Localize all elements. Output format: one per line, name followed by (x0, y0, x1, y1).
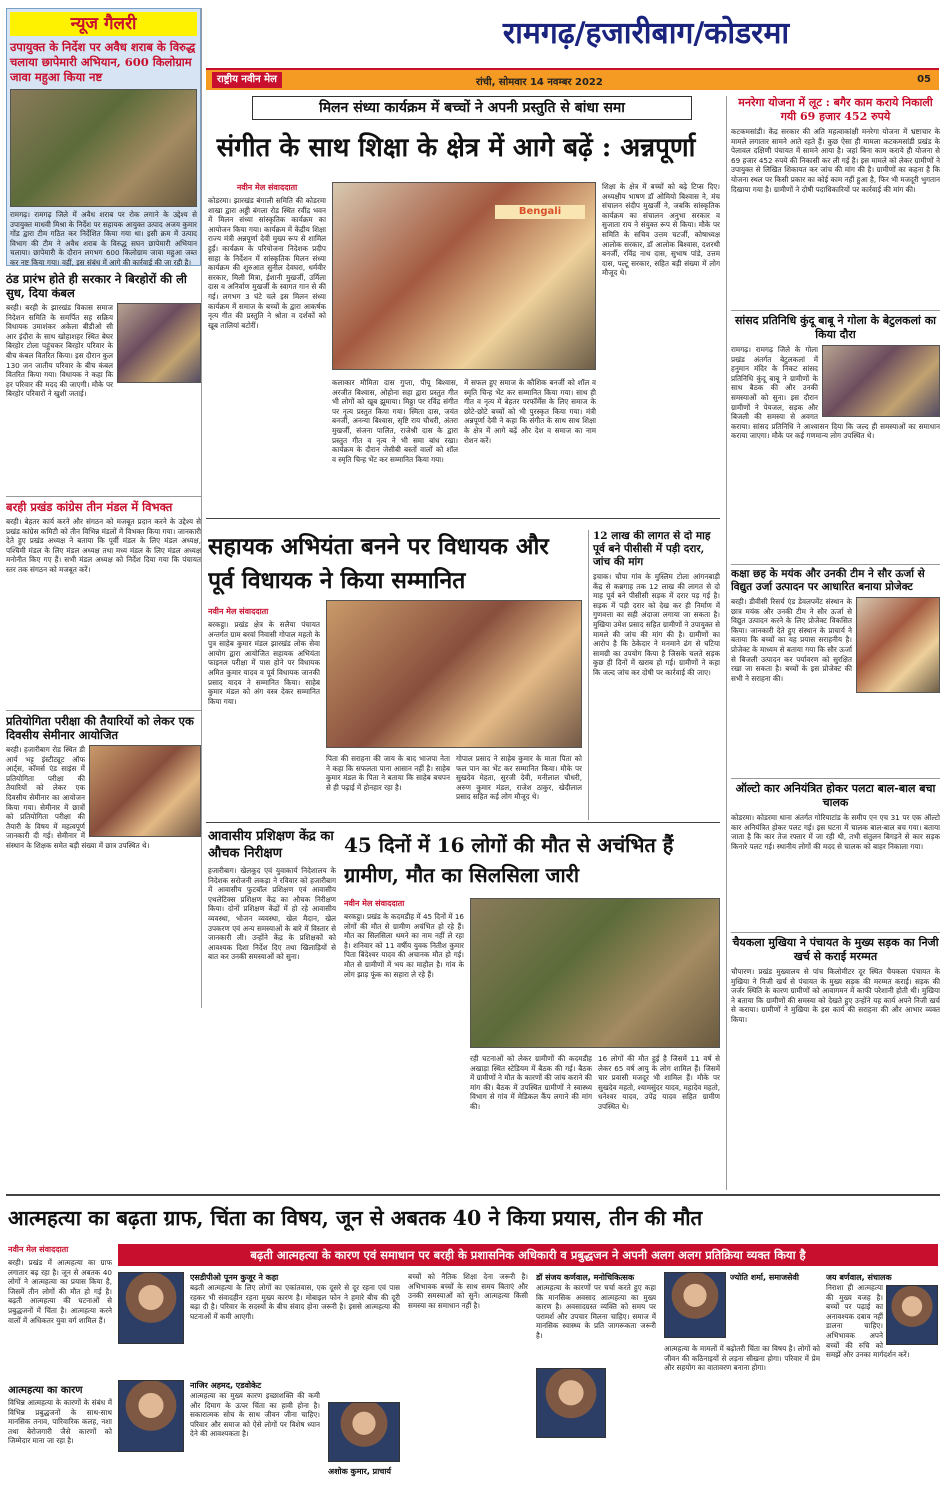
story-body: बरही। डीवीसी रिसर्च एंड डेवलपमेंट संस्थान के छात्र मयंक और उनकी टीम ने सौर ऊर्जा से विद्युत उत्पादन करने के लिए प्रोजेक्ट विकसित किया। जानकारी देते हुए संस्थान के प्राचार्य ने बताया कि बच्चों का यह प्रयास सराहनीय है। प्रोजेक्ट के माध्यम से बताया गया कि सौर ऊर्जा से बिजली उत्पादन कर पर्यावरण को सुरक्षित रखा जा सकता है। बच्चों के इस प्रोजेक्ट की सभी ने सराहना की। (731, 597, 852, 683)
engineer-photo (326, 600, 582, 748)
story-photo (822, 345, 940, 417)
page-number: 05 (917, 74, 931, 85)
story-body: बरही। हजारीबाग रोड स्थित डी आर्य भट्ट इंस्टीट्यूट ऑफ आर्ट्स, कॉमर्स एंड साइंस में प्रतियोगिता परीक्षा की तैयारियों को लेकर एक दिवसीय सेमीनार का आयोजन किया गया। सेमीनार में छात्रों को प्रतियोगिता परीक्षा की तैयारी के विषय में महत्वपूर्ण जानकारी दी गई। सेमीनार में संस्थान के शिक्षक समेत बड़ी संख्या में छात्र उपस्थित थे। (6, 745, 150, 850)
story-body: बरकट्ठा। प्रखंड के कदमडीह में 45 दिनों में 16 लोगों की मौत से ग्रामीण अचंभित हो रहे हैं। मौत का सिलसिला थमने का नाम नहीं ले रहा है। शनिवार को 11 वर्षीय युवक नितीश कुमार पिता बिंदेश्वर यादव की अचानक मौत हो गई। मौत से ग्रामीणों में भय का माहौल है। गांव के लोग झाड़ फूंक का सहारा ले रहे हैं। (344, 912, 464, 979)
photo-banner: Bengali (495, 205, 585, 219)
opinion-name: ज्योति शर्मा, समाजसेवी (730, 1273, 799, 1282)
story-headline: प्रतियोगिता परीक्षा की तैयारियों को लेकर एक दिवसीय सेमीनार आयोजित (6, 714, 194, 742)
story-headline: सांसद प्रतिनिधि कुंदू बाबू ने गोला के बेटुलकलां का किया दौरा (734, 314, 937, 341)
bottom-headline: आत्महत्या का बढ़ता ग्राफ, चिंता का विषय, जून से अबतक 40 ने किया प्रयास, तीन की मौत (8, 1206, 703, 1230)
story-body: रामगढ़। रामगढ़ जिले में अवैध शराब पर रोक लगाने के उद्देश्य से उपायुक्त माधवी मिश्रा के निर्देश पर सहायक आयुक्त उत्पाद अजय कुमार गोंड द्वारा टीम गठित कर निर्देशित किया गया था। इसी क्रम में उत्पाद विभाग की टीम ने अवैध शराब के विरुद्ध सघन छापेमारी अभियान चलाया। छापेमारी के दौरान लगभग 600 किलोग्राम जावा महुआ जब्त कर नष्ट किया गया। वहीं, इस संबंध में आगे की कार्रवाई की जा रही है। (10, 210, 197, 267)
left-column (6, 8, 202, 1008)
byline: नवीन मेल संवाददाता (344, 899, 405, 908)
opinion-text: आत्महत्या के मामलों में बढ़ोतरी चिंता का विषय है। लोगों को जीवन की कठिनाइयों से लड़ना सीखना होगा। परिवार में प्रेम और सहयोग का वातावरण बनाना होगा। (664, 1344, 820, 1373)
story-headline: ऑल्टो कार अनियंत्रित होकर पलटा बाल-बाल बचा चालक (735, 782, 936, 809)
gallery-title: न्यूज गैलरी (10, 12, 197, 36)
opinion-text: आत्महत्या के कारणों पर चर्चा करते हुए कहा कि मानसिक अवसाद आत्महत्या का मुख्य कारण है। अवसादग्रस्त व्यक्ति को समय पर परामर्श और उपचार मिलना चाहिए। समाज में मानसिक स्वास्थ्य के प्रति जागरूकता जरूरी है। (536, 1283, 656, 1340)
story-block (6, 272, 201, 492)
main-kicker: मिलन संध्या कार्यक्रम में बच्चों ने अपनी प्रस्तुति से बांधा समा (252, 96, 692, 120)
deaths-photo (470, 898, 720, 1048)
story-body: कटकमसांडी। केंद्र सरकार की अति महत्वाकांक्षी मनरेगा योजना में भ्रष्टाचार के मामले लगातार सामने आते रहते हैं। कुछ ऐसा ही मामला कटकमसांडी प्रखंड के पेलावल दक्षिणी पंचायत में सामने आया है। जहां बिना काम कराये ही योजना से 69 हजार 452 रुपये की निकासी कर ली गई है। इस मामले को लेकर ग्रामीणों ने उपायुक्त से लिखित शिकायत कर जांच की मांग की है। ग्रामीणों का कहना है कि योजना स्थल पर किसी प्रकार का कोई काम नहीं हुआ है, फिर भी मजदूरी भुगतान दिखाया गया है। ग्रामीणों ने दोषी पदाधिकारियों पर कार्रवाई की मांग की। (731, 127, 940, 194)
place-date: रांची, सोमवार 14 नवम्बर 2022 (476, 77, 603, 88)
bottom-left-col (8, 1244, 112, 1484)
story-body: चौपारण। प्रखंड मुख्यालय से पांच किलोमीटर दूर स्थित चैयकला पंचायत के मुखिया ने निजी खर्च से पंचायत के मुख्य सड़क की मरम्मत कराई। सड़क की जर्जर स्थिति के कारण ग्रामीणों को आवागमन में काफी परेशानी होती थी। मुखिया ने बताया कि ग्रामीणों की समस्या को देखते हुए उन्होंने यह कार्य अपने निजी खर्च से कराया। ग्रामीणों ने मुखिया के इस कार्य की सराहना की और आभार व्यक्त किया। (731, 967, 940, 1024)
edition-title: रामगढ़/हजारीबाग/कोडरमा (502, 16, 790, 51)
opinion-text: आत्महत्या का मुख्य कारण इच्छाशक्ति की कमी और दिमाग के ऊपर चिंता का हावी होना है। सकारात्मक सोच के साथ जीवन जीना चाहिए। परिवार और समाज को ऐसे लोगों पर विशेष ध्यान देने की आवश्यकता है। (190, 1391, 320, 1439)
bottom-opinions (118, 1272, 938, 1484)
story-photo (89, 745, 201, 837)
news-gallery-box (6, 8, 201, 266)
engineer-text-col1 (208, 606, 320, 818)
bottom-banner: बढ़ती आत्महत्या के कारण एवं समाधान पर बरही के प्रशासनिक अधिकारी व प्रबुद्धजन ने अपनी अलग अलग प्रतिक्रिया व्यक्त किया है (118, 1244, 938, 1266)
main-text-col1 (208, 182, 326, 514)
main-headline: संगीत के साथ शिक्षा के क्षेत्र में आगे बढ़ें : अन्नपूर्णा (216, 133, 696, 163)
story-body: में सफल हुए समाज के कौशिक बनर्जी को शॉल व स्मृति चिन्ह भेंट कर सम्मानित किया गया। साथ ही गीत व नृत्य में बेहतर परफॉर्मेंस के लिए समाज के छोटे-छोटे बच्चों को भी पुरस्कृत किया गया। मंत्री अन्नपूर्णा देवी ने कहा कि संगीत के साथ साथ शिक्षा के क्षेत्र में आगे बढ़ें और देश व समाज का नाम रोशन करें। (464, 378, 596, 445)
story-block (731, 310, 940, 560)
story-body: विभिन्न आत्महत्या के कारणों के संबंध में विभिन्न प्रबुद्धजनों के साथ-साथ मानसिक तनाव, पारिवारिक कलह, नशा तथा बेरोजगारी जैसे कारणों को जिम्मेदार माना जा रहा है। (8, 1398, 112, 1446)
story-body: कोडरमा। झारखंड बंगाली समिति की कोडरमा शाखा द्वारा अड्डी बंगला रोड स्थित रवींद्र भवन में मिलन संध्या सांस्कृतिक कार्यक्रम का आयोजन किया गया। कार्यक्रम में केंद्रीय शिक्षा राज्य मंत्री अन्नपूर्णा देवी मुख्य रूप से शामिल हुईं। कार्यक्रम के परियोजना निदेशक प्रदीप साहा के निर्देशन में सांस्कृतिक मिलन संध्या कार्यक्रम की शुरुआत सुनील देवघरा, धर्मवीर सरकार, मिली मित्रा, ईशानी मुखर्जी, उर्मिला दास व अनिर्वाण मुखर्जी के स्वागत गान से की गई। लगभग 3 घंटे चले इस मिलन संध्या कार्यक्रम में समाज के बच्चों के द्वारा आकर्षक नृत्य गीत की प्रस्तुति ने श्रोता व दर्शकों को खूब तालियां बटोरीं। (208, 196, 326, 330)
road-story (588, 530, 720, 820)
story-block (6, 496, 201, 706)
opinion-text: बच्चों को नैतिक शिक्षा देना जरूरी है। अभिभावक बच्चों के साथ समय बिताएं और उनकी समस्याओं को सुनें। आत्महत्या किसी समस्या का समाधान नहीं है। (408, 1272, 528, 1310)
story-body: पिता की सराहना की जाय के बाद भाजपा नेता ने कहा कि सफलता पाना आसान नहीं है। साहेब कुमार मंडल के पिता ने बताया कि साहेब बचपन से ही पढ़ाई में होनहार रहा है। (326, 754, 450, 792)
avatar (886, 1285, 938, 1345)
opinion-name: अशोक कुमार, प्राचार्य (328, 1467, 392, 1476)
story-block (731, 932, 940, 1172)
story-body: बरही। प्रखंड में आत्महत्या का ग्राफ लगातार बढ़ रहा है। जून से अबतक 40 लोगों ने आत्महत्या का प्रयास किया है, जिसमें तीन लोगों की मौत हो गई है। बढ़ती आत्महत्या की घटनाओं से प्रबुद्धजनों में चिंता है। आत्महत्या करने वालों में अधिकतर युवा वर्ग शामिल हैं। (8, 1258, 112, 1325)
masthead-bar (206, 68, 939, 90)
opinion (408, 1272, 528, 1402)
opinion-text: बढ़ती आत्महत्या के लिए लोगों का एकांतवास, एक दूसरे से दूर रहना एवं पास रहकर भी संवादहीन रहना मुख्य कारण है। मोबाइल फोन ने हमारे बीच की दूरी बढ़ा दी है। परिवार के सदस्यों के बीच संवाद होना जरूरी है। इससे आत्महत्या की घटनाओं में कमी आएगी। (190, 1283, 400, 1321)
story-body: बरही। बेहतर कार्य करने और संगठन को मजबूत प्रदान करने के उद्देश्य से प्रखंड कांग्रेस कमिटी को तीन विभिन्न मंडलों में विभक्त किया गया। जानकारी देते हुए प्रखंड अध्यक्ष ने बताया कि पूर्वी मंडल के लिए मंडल अध्यक्ष, पश्चिमी मंडल के लिए मंडल अध्यक्ष तथा मध्य मंडल के लिए मंडल अध्यक्ष मनोनीत किए गए हैं। सभी मंडल अध्यक्ष को निर्देश दिया गया कि पंचायत स्तर तक संगठन को मजबूत करें। (6, 517, 201, 574)
story-block (731, 778, 940, 928)
story-headline: कक्षा छह के मयंक और उनकी टीम ने सौर ऊर्जा से विद्युत उर्जा उत्पादन पर आधारित बनाया प्रोजेक्ट (731, 568, 925, 593)
story-headline: मनरेगा योजना में लूट : बगैर काम कराये निकाली गयी 69 हजार 452 रुपये (738, 96, 933, 123)
opinion-name: नाजिर अहमद, एडवोकेट (190, 1381, 262, 1390)
story-headline: चैयकला मुखिया ने पंचायत के मुख्य सड़क का निजी खर्च से कराई मरम्मत (732, 936, 939, 963)
story-block (731, 96, 940, 306)
avatar (118, 1272, 184, 1344)
story-body: बरही। बरही के झारखंड विकास समाज निदेशन समिति के समर्पित सह सक्रिय विधायक उमाशंकर अकेला बीडीओ सी आर इंदौरा के साथ खोहाशहर स्थित बेघर बिरहोर टोला पहुंचकर बिरहोर परिवार के बीच कंबल वितरित किया। इस दौरान कुल 130 जन जातीय परिवार के बीच कंबल वितरित किया गया। विधायक ने कहा कि हर परिवार की मदद की जाएगी। मौके पर बिरहोर परिवारों ने खुशी जताई। (6, 303, 113, 399)
right-column (726, 96, 940, 1190)
engineer-headline: सहायक अभियंता बनने पर विधायक और पूर्व विधायक ने किया सम्मानित (208, 533, 549, 594)
story-body: शिक्षा के क्षेत्र में बच्चों को बढ़े टिप्स दिए। अध्यक्षीय भाषण डॉ ओमियो बिश्वास ने, मंच संचालन संदीप मुखर्जी ने, जबकि सांस्कृतिक कार्यक्रम का संचालन अनुभा सरकार व सुजाता राय ने संयुक्त रूप से किया। मौके पर समिति के सचिव उत्तम चटर्जी, कोषाध्यक्ष आलोक सरकार, डॉ आलोक बिश्वास, दशरथी बनर्जी, रविंद्र नाथ दास, सुभाष पांडे, उत्तम दास, पल्टू सरकार, सहित बड़ी संख्या में लोग मौजूद थे। (602, 182, 720, 278)
story-body: कोडरमा। कोडरमा थाना अंतर्गत गोरियाटांड के समीप एन एच 31 पर एक ऑल्टो कार अनियंत्रित होकर पलट गई। इस घटना में चालक बाल-बाल बच गया। बताया जाता है कि कार तेज रफ्तार में जा रही थी, तभी संतुलन बिगड़ने से कार सड़क किनारे पलट गई। स्थानीय लोगों की मदद से चालक को बाहर निकाला गया। (731, 813, 940, 851)
byline: नवीन मेल संवाददाता (208, 607, 269, 616)
avatar (328, 1402, 400, 1462)
avatar (118, 1380, 184, 1452)
training-story (208, 828, 336, 1188)
opinion-name: जय बर्णवाल, संचालक (826, 1273, 892, 1282)
avatar (664, 1272, 726, 1338)
opinion (190, 1380, 320, 1484)
byline: नवीन मेल संवाददाता (236, 183, 298, 192)
opinion-name: एसडीपीओ पूनम कुजूर ने कहा (190, 1273, 279, 1282)
opinion (826, 1272, 938, 1484)
opinion-name: डॉ संजय कर्णवाल, मनोचिकित्सक (536, 1273, 635, 1282)
story-headline: आवासीय प्रशिक्षण केंद्र का औचक निरीक्षण (208, 829, 334, 861)
story-block (6, 710, 201, 990)
subhead: आत्महत्या का कारण (8, 1385, 83, 1396)
opinion (190, 1272, 400, 1372)
story-photo (856, 597, 940, 693)
story-body: रही घटनाओं को लेकर ग्रामीणों की कदमडीह अखाड़ा स्थित स्टेडियम में बैठक की गई। बैठक में ग्रामीणों ने मौत के कारणों की जांच कराने की मांग की। बैठक में उपस्थित ग्रामीणों ने स्वास्थ्य विभाग से गांव में मेडिकल कैंप लगाने की मांग की। (470, 1054, 592, 1111)
story-headline: बरही प्रखंड कांग्रेस तीन मंडल में विभक्त (6, 500, 173, 514)
story-body: रामगढ़। रामगढ़ जिले के गोला प्रखंड अंतर्गत बेटुलकलां में हनुमान मंदिर के निकट सांसद प्रतिनिधि कुंदू बाबू ने ग्रामीणों के साथ बैठक की और उनकी समस्याओं को सुना। इस दौरान ग्रामीणों ने पेयजल, सड़क और बिजली की समस्या से अवगत कराया। सांसद प्रतिनिधि ने आश्वासन दिया कि जल्द ही समस्याओं का समाधान कराया जाएगा। मौके पर कई गणमान्य लोग उपस्थित थे। (731, 345, 940, 441)
deaths-text-col1 (344, 898, 464, 1188)
story-headline: उपायुक्त के निर्देश पर अवैध शराब के विरुद्ध चलाया छापेमारी अभियान, 600 किलोग्राम जावा महुआ किया नष्ट (10, 40, 196, 84)
story-block (731, 564, 940, 774)
story-headline: ठंड प्रारंभ होते ही सरकार ने बिरहोरों की ली सुध, दिया कंबल (6, 272, 187, 300)
story-body: बरकट्ठा। प्रखंड क्षेत्र के सलैया पंचायत अन्तर्गत ग्राम बरवां निवासी गोपाल महतो के पुत्र साहेब कुमार मंडल झारखंड लोक सेवा आयोग द्वारा आयोजित सहायक अभियंता फाइनल परीक्षा में पास होने पर विधायक अमित कुमार यादव व पूर्व विधायक जानकी प्रसाद यादव ने सम्मानित किया। साहेब कुमार मंडल को अंग वस्त्र देकर सम्मानित किया गया। (208, 620, 320, 706)
story-body: इचाक। चौपा गांव के मुस्लिम टोला आंगनबाड़ी केंद्र से कब्रगाह तक 12 लाख की लागत से दो माह पूर्व बने पीसीसी सड़क में दरार पड़ गई है। सड़क में पड़ी दरार को देख कर ही निर्माण में गुणवत्ता का सही अंदाजा लगाया जा सकता है। मुखिया उमेश प्रसाद सहित ग्रामीणों ने उपायुक्त से मामले की जांच की मांग की है। ग्रामीणों का आरोप है कि ठेकेदार ने मनमाने ढंग से घटिया सामग्री का उपयोग किया है जिसके चलते सड़क कुछ ही दिनों में खराब हो गई। ग्रामीणों ने कहा कि जल्द जांच कर दोषी पर कार्रवाई की जाए। (593, 572, 720, 677)
avatar (536, 1368, 606, 1438)
paper-name: राष्ट्रीय नवीन मेल (212, 72, 282, 88)
story-headline: 12 लाख की लागत से दो माह पूर्व बने पीसीसी में पड़ी दरार, जांच की मांग (593, 530, 711, 568)
story-body: 16 लोगों की मौत हुई है जिसमें 11 वर्ष से लेकर 65 वर्ष आयु के लोग शामिल हैं। जिसमें चार प्रवासी मजदूर भी शामिल हैं। मौके पर सुखदेव महतो, श्यामसुंदर यादव, महादेव महतो, धनेश्वर यादव, उपेंद्र यादव सहित ग्रामीण उपस्थित थे। (598, 1054, 720, 1111)
story-body: गोपाल प्रसाद ने साहेब कुमार के माता पिता को फल पान का भेंट कर सम्मानित किया। मौके पर सुखदेव मेहता, सुरजी देवी, मनीलाल चौधरी, अरुण कुमार मंडल, राजेश ठाकुर, खेदीलाल प्रसाद सहित कई लोग मौजूद थे। (456, 754, 582, 802)
story-body: कलाकार मौमिता दास गुप्ता, पीयू बिश्वास, अरजीत बिश्वास, ओहोना सहा द्वारा प्रस्तुत गीत भी लोगों को खूब झूमाया। मिठ्ठा पर रविंद्र संगीत पर नृत्य प्रस्तुत किया गया। स्मिता दास, जयंत बनर्जी, अनन्या बिश्वास, सृष्टि राय चौधरी, अंतरा मुखर्जी, संजना पालित, राजेश्री दास के द्वारा प्रस्तुत गीत व नृत्य ने भी समा बांध रखा। कार्यक्रम के दौरान जेसीबी बस्तों वालों को शॉल व स्मृति चिन्ह भेंट कर सम्मानित किया गया। (332, 378, 458, 464)
story-body: हजारीबाग। खेलकूद एवं युवाकार्य निदेशालय के निदेशक सरोजनी लकड़ा ने रविवार को हजारीबाग में आवासीय फुटबॉल प्रशिक्षण एवं आवासीय एथलेटिक्स प्रशिक्षण केंद्र का औचक निरीक्षण किया। दोनों प्रशिक्षण केंद्रों में हो रहे आवासीय व्यवस्था, भोजन व्यवस्था, खेल मैदान, खेल उपकरण एवं अन्य समस्याओं के बारे में विस्तार से जानकारी ली। उन्होंने केंद्र के प्रशिक्षकों को आवश्यक दिशा निर्देश दिए तथा खिलाड़ियों से बात कर उनकी समस्याओं को सुना। (208, 866, 336, 962)
masthead (206, 14, 939, 54)
story-photo (117, 303, 201, 383)
byline: नवीन मेल संवाददाता (8, 1245, 69, 1254)
main-photo (332, 182, 596, 370)
story-photo (10, 89, 197, 207)
opinion-text: निराशा ही आत्महत्या की मुख्य वजह है। बच्चों पर पढ़ाई का अनावश्यक दबाव नहीं डालना चाहिए। अभिभावक अपने बच्चों की रुचि को समझें और उनका मार्गदर्शन करें। (826, 1283, 910, 1360)
deaths-headline: 45 दिनों में 16 लोगों की मौत से अचंभित हैं ग्रामीण, मौत का सिलसिला जारी (344, 833, 674, 887)
